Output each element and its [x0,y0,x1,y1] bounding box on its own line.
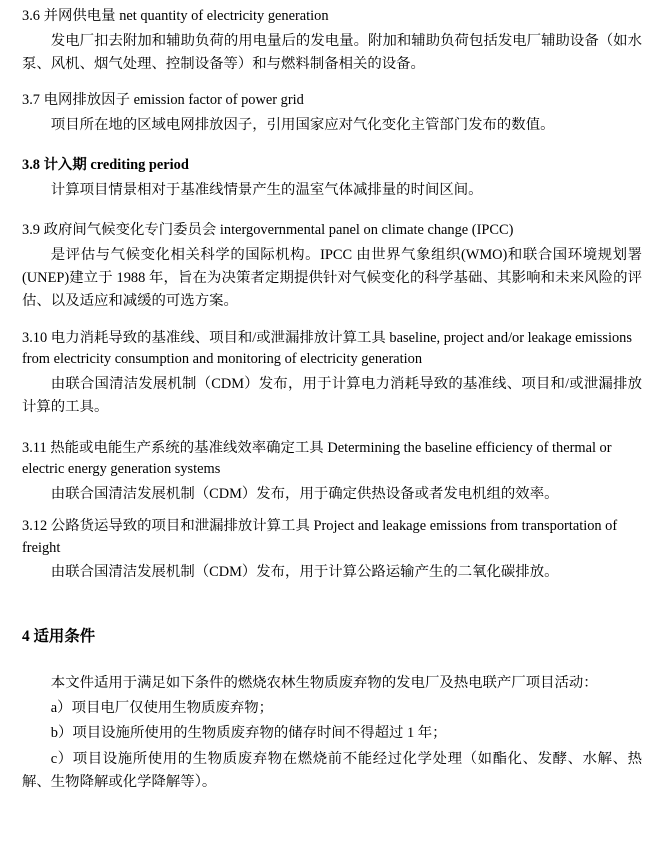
term-number-3-10: 3.10 [22,329,48,346]
term-heading-3-11 [22,438,642,481]
term-title-en-3-6: net quantity of electricity generation [119,8,329,24]
spacer [22,652,642,672]
term-title-cn-3-10: 电力消耗导致的基准线、项目和/或泄漏排放计算工具 [50,329,386,346]
list-item: b）项目设施所使用的生物质废弃物的储存时间不得超过 1 年； [50,725,447,742]
list-item: c）项目设施所使用的生物质废弃物在燃烧前不能经过化学处理（如酯化、发酵、水解、热解、生物降解或化学降解等）。 [22,750,642,791]
term-number-3-6: 3.6 [22,8,40,24]
term-title-en-3-12: Project and leakage emissions from transportation of freight [22,518,618,556]
term-body-3-12: 由联合国清洁发展机制（CDM）发布，用于计算公路运输产生的二氧化碳排放。 [50,564,559,581]
spacer [22,595,642,615]
term-heading-3-7 [22,90,642,112]
term-heading-3-12 [22,516,642,559]
term-heading-3-9 [22,220,642,242]
term-title-en-3-9: intergovernmental panel on climate change (IPCC) [219,222,514,239]
term-title-cn-3-6: 并网供电量 [43,8,116,24]
term-heading-3-10 [22,328,642,371]
term-number-3-9: 3.9 [22,222,40,239]
term-number-3-12: 3.12 [22,518,48,535]
term-title-en-3-8: crediting period [90,157,189,174]
term-title-en-3-10: baseline, project and/or leakage emissions from electricity consumption and monitoring of electricity generation [22,329,632,368]
term-title-cn-3-9: 政府间气候变化专门委员会 [43,222,217,239]
section-heading-4: 4 适用条件 [22,627,96,645]
term-body-3-10: 由联合国清洁发展机制（CDM）发布，用于计算电力消耗导致的基准线、项目和/或泄漏排放计算的工具。 [22,375,642,416]
list-item: a）项目电厂仅使用生物质废弃物； [50,700,274,717]
term-body-3-11: 由联合国清洁发展机制（CDM）发布，用于确定供热设备或者发电机组的效率。 [50,485,559,502]
term-body-3-6: 发电厂扣去附加和辅助负荷的用电量后的发电量。附加和辅助负荷包括发电厂辅助设备（如水泵、风机、烟气处理、控制设备等）和与燃料制备相关的设备。 [22,32,642,72]
term-body-3-7: 项目所在地的区域电网排放因子，引用国家应对气化变化主管部门发布的数值。 [50,116,555,133]
term-heading-3-8 [22,155,642,177]
term-number-3-7: 3.7 [22,92,40,109]
term-body-3-8: 计算项目情景相对于基准线情景产生的温室气体减排量的时间区间。 [50,181,483,198]
term-title-cn-3-7: 电网排放因子 [43,92,130,109]
term-title-cn-3-11: 热能或电能生产系统的基准线效率确定工具 [50,439,324,456]
term-title-cn-3-12: 公路货运导致的项目和泄漏排放计算工具 [50,518,310,535]
term-body-3-9: 是评估与气候变化相关科学的国际机构。IPCC 由世界气象组织(WMO)和联合国环境规划署(UNEP)建立于 1988 年，旨在为决策者定期提供针对气候变化的科学基础、其影响和未来风险的评估、以及适应和减缓的可选方案。 [22,246,642,310]
term-title-en-3-7: emission factor of power grid [133,92,304,109]
term-title-cn-3-8: 计入期 [43,157,87,174]
term-number-3-11: 3.11 [22,439,47,456]
term-number-3-8: 3.8 [22,157,40,174]
term-title-en-3-11: Determining the baseline efficiency of thermal or electric energy generation systems [22,439,612,478]
term-heading-3-6 [22,6,642,28]
spacer [22,615,642,625]
section-intro: 本文件适用于满足如下条件的燃烧农林生物质废弃物的发电厂及热电联产厂项目活动： [50,674,598,691]
